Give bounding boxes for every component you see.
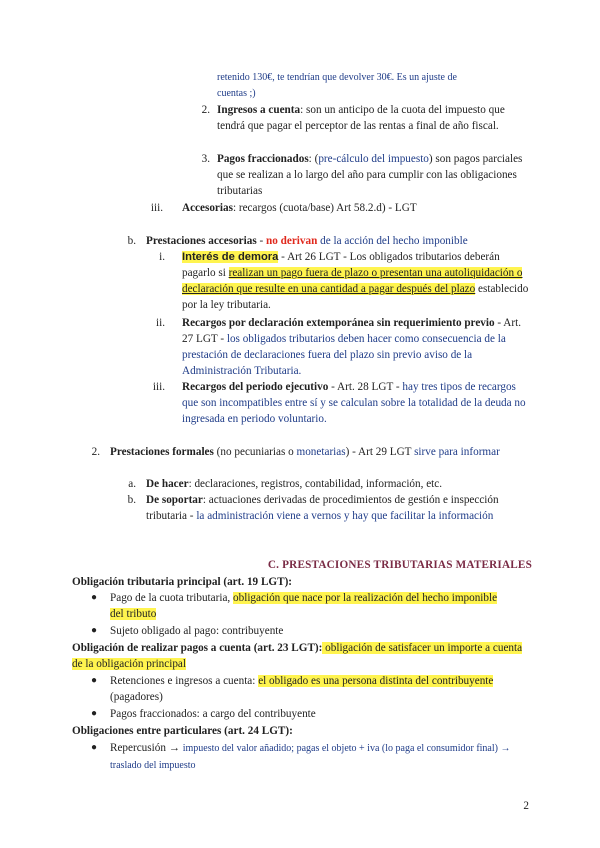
i-title: Interés de demora [182, 251, 279, 263]
ob2-b1-highlight: el obligado es una persona distinta del contribuyente [258, 675, 494, 687]
b-soportar-title: De soportar [146, 494, 203, 506]
i-marker: i. [159, 251, 165, 263]
b-dash: - [256, 235, 267, 247]
item-2-marker: 2. [201, 104, 210, 116]
formales-text2: ) - Art 29 LGT [345, 446, 415, 458]
i-highlight: realizan un pago fuera de plazo o presentan una autoliquidación o declaración que resulte en una cantidad a pagar después del plazo [182, 267, 523, 295]
iii-accesorias-title: Accesorias [182, 202, 233, 214]
item-3-sep: : ( [308, 153, 319, 165]
page-number: 2 [523, 800, 529, 812]
prestaciones-formales [110, 444, 526, 460]
de-hacer-marker: a. [128, 478, 136, 490]
iii-blue: hay tres tipos de recargos que son incompatibles entre sí y se calculan sobre la totalidad de la deuda no ingresada en periodo voluntario. [182, 381, 526, 425]
item-3-text: ) son pagos parciales que se realizan a lo largo del año para cumplir con las obligaciones tributarias [217, 153, 523, 197]
ob2-bullet-1 [110, 673, 510, 705]
section-c-heading: C. PRESTACIONES TRIBUTARIAS MATERIALES [267, 559, 532, 571]
ii-title: Recargos por declaración extemporánea sin requerimiento previo [182, 317, 495, 329]
iii-marker: iii. [152, 381, 165, 393]
formales-text1: (no pecuniarias o [213, 446, 297, 458]
ob2-highlight: obligación de satisfacer un importe a cuenta de la obligación principal [72, 642, 523, 670]
formales-title: Prestaciones formales [110, 446, 214, 458]
ii-blue: los obligados tributarios deben hacer como consecuencia de la prestación de declaraciones fuera del plazo sin previo aviso de la Administración Tributaria. [182, 333, 506, 377]
item-2-title: Ingresos a cuenta [217, 104, 301, 116]
item-accesorias [182, 200, 522, 216]
a-title: De hacer [146, 478, 189, 490]
ob1-bullet-2: Sujeto obligado al pago: contribuyente [110, 625, 284, 637]
iii-title: Recargos del periodo ejecutivo [182, 381, 329, 393]
recargos-periodo-ejecutivo [182, 379, 527, 427]
a-text: : declaraciones, registros, contabilidad, información, etc. [188, 478, 443, 490]
b-marker: b. [127, 235, 136, 247]
formales-marker: 2. [91, 446, 100, 458]
i-text2: establecido por la ley tributaria. [182, 283, 529, 311]
b-soportar-text: : actuaciones derivadas de procedimientos de gestión e inspección tributaria - [146, 494, 499, 522]
item-2-text: : son un anticipo de la cuota del impuesto que tendrá que pagar el perceptor de las rentas a final de año fiscal. [217, 104, 505, 132]
b-red: no derivan [266, 235, 318, 247]
ob1-title: Obligación tributaria principal (art. 19 LGT): [72, 576, 293, 588]
bullet-icon: ● [91, 742, 98, 753]
prestaciones-accesorias [146, 233, 526, 249]
ob1-b1-text: Pago de la cuota tributaria, [110, 592, 234, 604]
ii-marker: ii. [155, 317, 165, 329]
item-pagos-fraccionados [217, 151, 527, 199]
bullet-icon: ● [91, 708, 98, 719]
ob1-b1-highlight: obligación que nace por la realización del hecho imponible del tributo [110, 592, 498, 620]
ob3-bullet-1 [110, 740, 535, 774]
bullet-icon: ● [91, 592, 98, 603]
bullet-icon: ● [91, 625, 98, 636]
b-title: Prestaciones accesorias [146, 235, 257, 247]
ob3-title: Obligaciones entre particulares (art. 24 LGT): [72, 725, 293, 737]
ob1-bullet-1 [110, 590, 510, 622]
recargos-extemporanea [182, 315, 527, 379]
item-3-marker: 3. [201, 153, 210, 165]
iii-text: - Art. 28 LGT - [328, 381, 403, 393]
de-soportar [146, 492, 532, 524]
continuation-text [217, 70, 527, 102]
item-ingresos-a-cuenta [217, 102, 527, 134]
i-text1: - Art 26 LGT - Los obligados tributarios deberán pagarlo si [182, 251, 500, 279]
continuation-line-2: cuentas ;) [217, 88, 256, 99]
continuation-line-1: retenido 130€, te tendrían que devolver 30€. Es un ajuste de [217, 72, 457, 83]
ob2-title: Obligación de realizar pagos a cuenta (art. 23 LGT): [72, 642, 323, 654]
b-soportar-blue: la administración viene a vernos y hay que facilitar la información [196, 510, 494, 522]
item-3-title: Pagos fraccionados [217, 153, 309, 165]
formales-blue1: monetarias [296, 446, 346, 458]
item-3-blue: pre-cálculo del impuesto [318, 153, 429, 165]
ob2-paragraph [72, 640, 532, 672]
de-soportar-marker: b. [127, 494, 136, 506]
formales-blue2: sirve para informar [414, 446, 500, 458]
de-hacer [146, 476, 526, 492]
ob3-b1-text: Repercusión → [110, 742, 183, 754]
ob2-b1-text: Retenciones e ingresos a cuenta: [110, 675, 259, 687]
b-blue: de la acción del hecho imponible [317, 235, 468, 247]
ob3-b1-blue: impuesto del valor añadido; pagas el objeto + iva (lo paga el consumidor final) → traslado del impuesto [110, 743, 511, 771]
interes-de-demora [182, 249, 530, 313]
bullet-icon: ● [91, 675, 98, 686]
ii-text: - Art. 27 LGT - [182, 317, 521, 345]
ob2-bullet-2: Pagos fraccionados: a cargo del contribuyente [110, 708, 316, 720]
ob2-b1-text2: (pagadores) [110, 691, 163, 703]
iii-accesorias-text: : recargos (cuota/base) Art 58.2.d) - LGT [232, 202, 417, 214]
iii-accesorias-marker: iii. [150, 202, 163, 214]
